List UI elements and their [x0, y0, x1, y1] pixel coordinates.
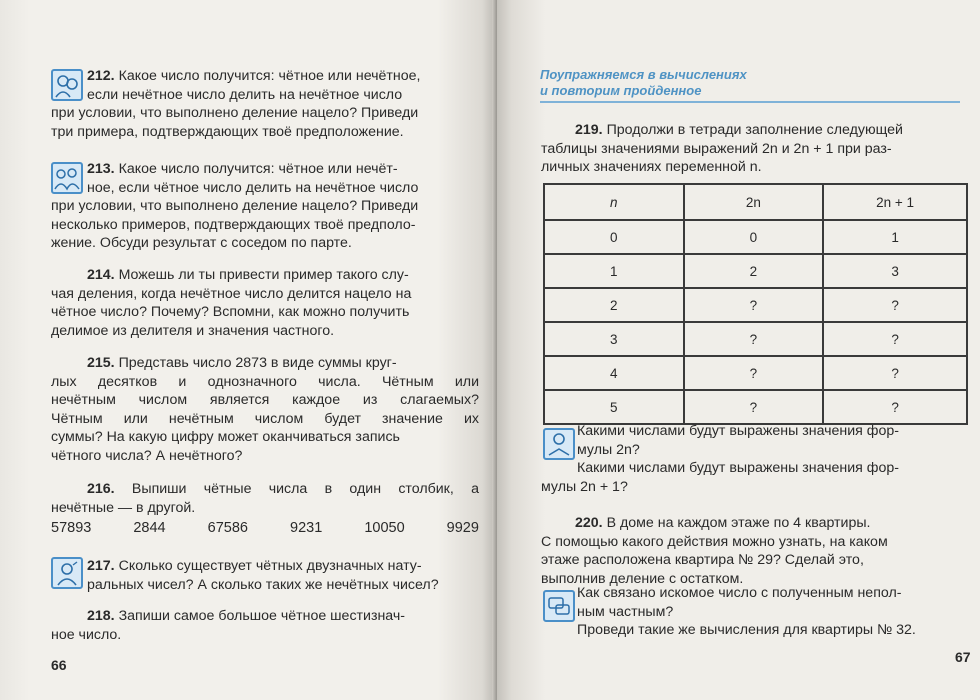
task-text: ральных чисел? А сколько таких же нечётных чисел?	[87, 576, 439, 593]
table-cell: 4	[544, 356, 684, 390]
table-cell: 0	[544, 220, 684, 254]
task-text: нечётные — в другой.	[51, 499, 196, 516]
table-cell: 2	[684, 254, 824, 288]
task-text: Можешь ли ты привести пример такого слу-	[118, 267, 409, 283]
task-text: Проведи такие же вычисления для квартиры № 32.	[577, 622, 916, 638]
task-text: этаже расположена квартира № 29? Сделай это,	[541, 552, 864, 568]
task-text: лых десятков и однозначного числа. Чётным или	[51, 373, 479, 390]
table-cell: ?	[823, 356, 967, 390]
task-213	[51, 160, 479, 253]
task-text: выполнив деление с остатком.	[541, 570, 744, 587]
table-cell: 5	[544, 390, 684, 424]
task-text: ным частным?	[577, 603, 674, 620]
task-text: Представь число 2873 в виде суммы круг-	[118, 355, 397, 371]
table-cell: 3	[823, 254, 967, 288]
table-cell: ?	[823, 390, 967, 424]
task-text: Какое число получится: чётное или нечётное,	[118, 68, 421, 84]
section-heading	[540, 67, 747, 99]
section-heading-line: и повторим пройденное	[540, 83, 702, 98]
task-216	[51, 480, 479, 517]
values-table	[543, 183, 968, 425]
task-text: чётное число? Почему? Вспомни, как можно получить	[51, 304, 410, 320]
number-item: 9231	[290, 520, 323, 536]
number-item: 67586	[207, 520, 248, 536]
task-text: Продолжи в тетради заполнение следующей	[606, 122, 903, 138]
task-number: 217.	[87, 558, 115, 574]
table-header-cell: n	[544, 184, 684, 220]
task-215	[51, 354, 479, 465]
table-cell: ?	[684, 288, 824, 322]
table-cell: 0	[684, 220, 824, 254]
task-text: Чётным или нечётным числом будет значение их	[51, 410, 479, 427]
table-cell: 2	[544, 288, 684, 322]
table-cell: 3	[544, 322, 684, 356]
task-number: 218.	[87, 608, 115, 624]
task-text: суммы? На какую цифру может оканчиваться запись	[51, 429, 400, 445]
table-row	[544, 254, 967, 288]
task-text: Как связано искомое число с полученным непол-	[577, 585, 902, 601]
task-text: таблицы значениями выражений 2n и 2n + 1 при раз-	[541, 140, 892, 157]
task-220-followup	[541, 584, 966, 640]
task-number: 212.	[87, 68, 115, 84]
task-text: С помощью какого действия можно узнать, на каком	[541, 533, 888, 550]
task-text: три примера, подтверждающих твоё предположение.	[51, 123, 404, 140]
table-row	[544, 322, 967, 356]
table-cell: ?	[823, 322, 967, 356]
task-text: личных значениях переменной n.	[541, 159, 762, 175]
task-text: Выпиши чётные числа в один столбик, а	[131, 481, 479, 497]
task-text: жение. Обсуди результат с соседом по парте.	[51, 235, 352, 251]
number-item: 57893	[51, 520, 92, 536]
task-text: при условии, что выполнено деление нацело? Приведи	[51, 198, 419, 214]
task-text: мулы 2n + 1?	[541, 478, 628, 495]
table-cell: ?	[684, 322, 824, 356]
section-heading-line: Поупражняемся в вычислениях	[540, 67, 747, 82]
table-cell: 1	[544, 254, 684, 288]
task-number: 213.	[87, 161, 115, 177]
table-header-cell: 2n + 1	[823, 184, 967, 220]
task-220	[541, 514, 966, 588]
task-text: Какое число получится: чётное или нечёт-	[118, 161, 398, 177]
page-number-right: 67	[955, 649, 971, 665]
task-number: 220.	[575, 515, 603, 531]
task-214	[51, 266, 479, 340]
number-item: 9929	[446, 520, 479, 536]
task-text: если нечётное число делить на нечётное число	[87, 86, 403, 103]
table-header-cell: 2n	[684, 184, 824, 220]
table-cell: ?	[684, 356, 824, 390]
task-text: делимое из делителя и значения частного.	[51, 322, 335, 339]
task-text: В доме на каждом этаже по 4 квартиры.	[606, 515, 871, 531]
task-text: ное число.	[51, 626, 122, 643]
numbers-list	[51, 520, 479, 536]
task-number: 215.	[87, 355, 115, 371]
table-row	[544, 390, 967, 424]
task-text: чётного числа? А нечётного?	[51, 447, 243, 464]
task-217	[51, 557, 479, 594]
page-number-left: 66	[51, 657, 67, 673]
heading-underline	[540, 101, 960, 103]
task-number: 214.	[87, 267, 115, 283]
table-row	[544, 288, 967, 322]
table-cell: 1	[823, 220, 967, 254]
task-text: несколько примеров, подтверждающих твоё предполо-	[51, 216, 416, 233]
task-number: 219.	[575, 122, 603, 138]
table-row	[544, 220, 967, 254]
task-212	[51, 67, 479, 141]
task-text: чая деления, когда нечётное число делится нацело на	[51, 285, 412, 302]
task-219	[541, 121, 966, 177]
number-item: 10050	[364, 520, 405, 536]
task-text: Какими числами будут выражены значения фор-	[577, 460, 899, 476]
task-text: Сколько существует чётных двузначных нату-	[118, 558, 422, 574]
task-219-questions	[541, 422, 966, 496]
table-cell: ?	[823, 288, 967, 322]
table-cell: ?	[684, 390, 824, 424]
task-text: Какими числами будут выражены значения фор-	[577, 423, 899, 439]
task-text: мулы 2n?	[577, 441, 640, 458]
table-header-row	[544, 184, 967, 220]
task-218	[51, 607, 479, 644]
number-item: 2844	[133, 520, 166, 536]
task-text: ное, если чётное число делить на нечётное число	[87, 179, 419, 196]
task-number: 216.	[87, 481, 115, 497]
task-text: нечётным числом является каждое из слагаемых?	[51, 392, 479, 408]
task-text: Запиши самое большое чётное шестизнач-	[118, 608, 405, 624]
table-row	[544, 356, 967, 390]
task-text: при условии, что выполнено деление нацело? Приведи	[51, 105, 419, 121]
